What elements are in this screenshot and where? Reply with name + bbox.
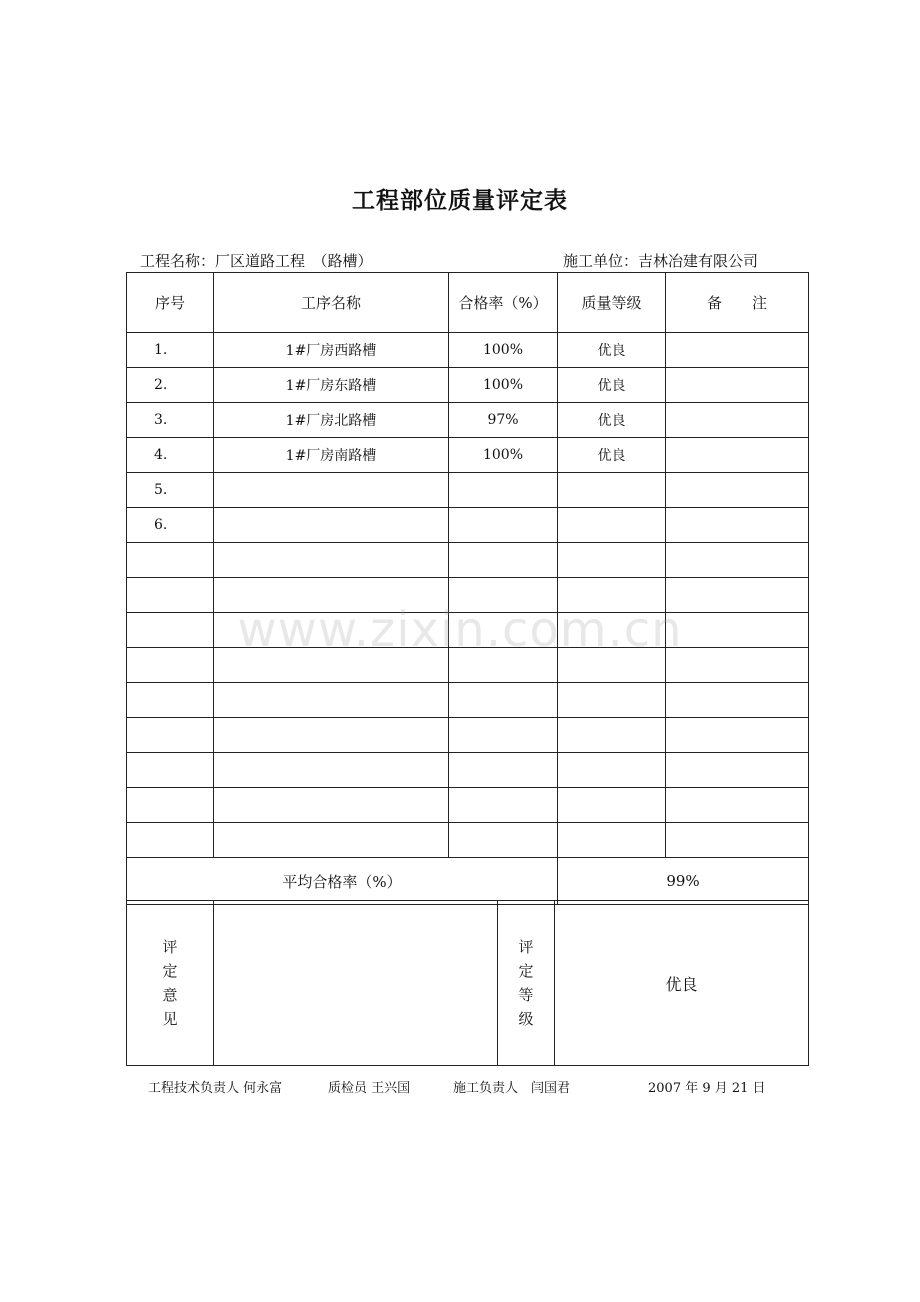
- inspector-signoff: 质检员 王兴国: [328, 1081, 411, 1096]
- row-remarks: [666, 683, 809, 718]
- row-remarks: [666, 473, 809, 508]
- row-remarks: [666, 403, 809, 438]
- row-seq: [127, 578, 214, 613]
- row-remarks: [666, 613, 809, 648]
- row-grade: [558, 788, 666, 823]
- table-row: [127, 788, 809, 823]
- row-remarks: [666, 823, 809, 858]
- table-header-row: [127, 273, 809, 333]
- row-grade: 优良: [558, 368, 666, 403]
- grade-label: 评定等级: [518, 938, 534, 1028]
- header-remarks: 备 注: [666, 273, 809, 333]
- opinion-label-cell: [127, 901, 214, 1066]
- row-process: [214, 823, 449, 858]
- row-seq: [127, 543, 214, 578]
- header-grade: 质量等级: [558, 273, 666, 333]
- construction-lead-signoff: 施工负责人 闫国君: [453, 1081, 571, 1096]
- row-process: 1#厂房西路槽: [214, 333, 449, 368]
- row-grade: [558, 648, 666, 683]
- row-remarks: [666, 508, 809, 543]
- header-pass-rate: 合格率（%）: [449, 273, 558, 333]
- row-pass-rate: 100%: [449, 438, 558, 473]
- row-process: 1#厂房东路槽: [214, 368, 449, 403]
- row-pass-rate: [449, 543, 558, 578]
- grade-value: 优良: [665, 974, 698, 994]
- row-grade: [558, 718, 666, 753]
- table-row: [127, 648, 809, 683]
- row-remarks: [666, 543, 809, 578]
- row-remarks: [666, 438, 809, 473]
- row-grade: 优良: [558, 403, 666, 438]
- grade-value-cell: [555, 901, 809, 1066]
- opinion-text: [214, 901, 498, 1066]
- sign-date: 2007 年 9 月 21 日: [648, 1081, 766, 1096]
- table-row: [127, 368, 809, 403]
- header-process: 工序名称: [214, 273, 449, 333]
- row-seq: 3.: [127, 403, 214, 438]
- watermark: www.zixin.com.cn: [237, 602, 683, 658]
- row-grade: [558, 613, 666, 648]
- table-row: [127, 753, 809, 788]
- table-row: [127, 438, 809, 473]
- table-row: [127, 613, 809, 648]
- row-seq: [127, 788, 214, 823]
- row-seq: 2.: [127, 368, 214, 403]
- row-grade: [558, 753, 666, 788]
- table-row: [127, 718, 809, 753]
- table-row: [127, 578, 809, 613]
- grade-label-cell: [498, 901, 555, 1066]
- average-value: 99%: [558, 858, 809, 905]
- row-process: 1#厂房北路槽: [214, 403, 449, 438]
- row-pass-rate: [449, 683, 558, 718]
- table-row: [127, 508, 809, 543]
- row-grade: [558, 543, 666, 578]
- row-remarks: [666, 718, 809, 753]
- row-process: 1#厂房南路槽: [214, 438, 449, 473]
- row-grade: 优良: [558, 333, 666, 368]
- row-process: [214, 753, 449, 788]
- evaluation-table: [126, 900, 809, 1066]
- table-row: [127, 683, 809, 718]
- row-pass-rate: [449, 823, 558, 858]
- row-pass-rate: [449, 508, 558, 543]
- row-seq: [127, 683, 214, 718]
- table-row: [127, 333, 809, 368]
- row-seq: [127, 753, 214, 788]
- table-row: [127, 473, 809, 508]
- project-name: 工程名称：厂区道路工程 （路槽）: [140, 252, 373, 270]
- evaluation-row: [127, 901, 809, 1066]
- row-process: [214, 543, 449, 578]
- row-pass-rate: [449, 473, 558, 508]
- row-pass-rate: [449, 753, 558, 788]
- row-pass-rate: [449, 788, 558, 823]
- row-seq: [127, 823, 214, 858]
- row-remarks: [666, 333, 809, 368]
- row-pass-rate: [449, 613, 558, 648]
- row-pass-rate: 100%: [449, 333, 558, 368]
- row-pass-rate: [449, 578, 558, 613]
- row-seq: 1.: [127, 333, 214, 368]
- row-grade: [558, 823, 666, 858]
- row-remarks: [666, 648, 809, 683]
- row-process: [214, 613, 449, 648]
- table-row: [127, 403, 809, 438]
- construction-unit: 施工单位：吉林冶建有限公司: [563, 252, 759, 270]
- header-seq: 序号: [127, 273, 214, 333]
- row-remarks: [666, 753, 809, 788]
- row-grade: [558, 508, 666, 543]
- row-process: [214, 508, 449, 543]
- tech-lead-signoff: 工程技术负责人 何永富: [148, 1081, 283, 1096]
- row-pass-rate: 97%: [449, 403, 558, 438]
- row-remarks: [666, 368, 809, 403]
- average-row: [127, 858, 809, 905]
- table-row: [127, 823, 809, 858]
- row-seq: [127, 718, 214, 753]
- row-seq: 5.: [127, 473, 214, 508]
- row-grade: 优良: [558, 438, 666, 473]
- row-seq: 6.: [127, 508, 214, 543]
- opinion-label: 评定意见: [162, 938, 178, 1028]
- quality-table: [126, 272, 809, 905]
- row-remarks: [666, 578, 809, 613]
- row-process: [214, 473, 449, 508]
- table-row: [127, 543, 809, 578]
- row-pass-rate: 100%: [449, 368, 558, 403]
- row-pass-rate: [449, 648, 558, 683]
- row-process: [214, 683, 449, 718]
- row-grade: [558, 683, 666, 718]
- row-grade: [558, 578, 666, 613]
- row-process: [214, 788, 449, 823]
- average-label: 平均合格率（%）: [127, 858, 558, 905]
- row-remarks: [666, 788, 809, 823]
- row-seq: 4.: [127, 438, 214, 473]
- row-seq: [127, 648, 214, 683]
- page-title: 工程部位质量评定表: [352, 188, 568, 214]
- row-process: [214, 648, 449, 683]
- row-seq: [127, 613, 214, 648]
- row-process: [214, 578, 449, 613]
- row-grade: [558, 473, 666, 508]
- row-pass-rate: [449, 718, 558, 753]
- row-process: [214, 718, 449, 753]
